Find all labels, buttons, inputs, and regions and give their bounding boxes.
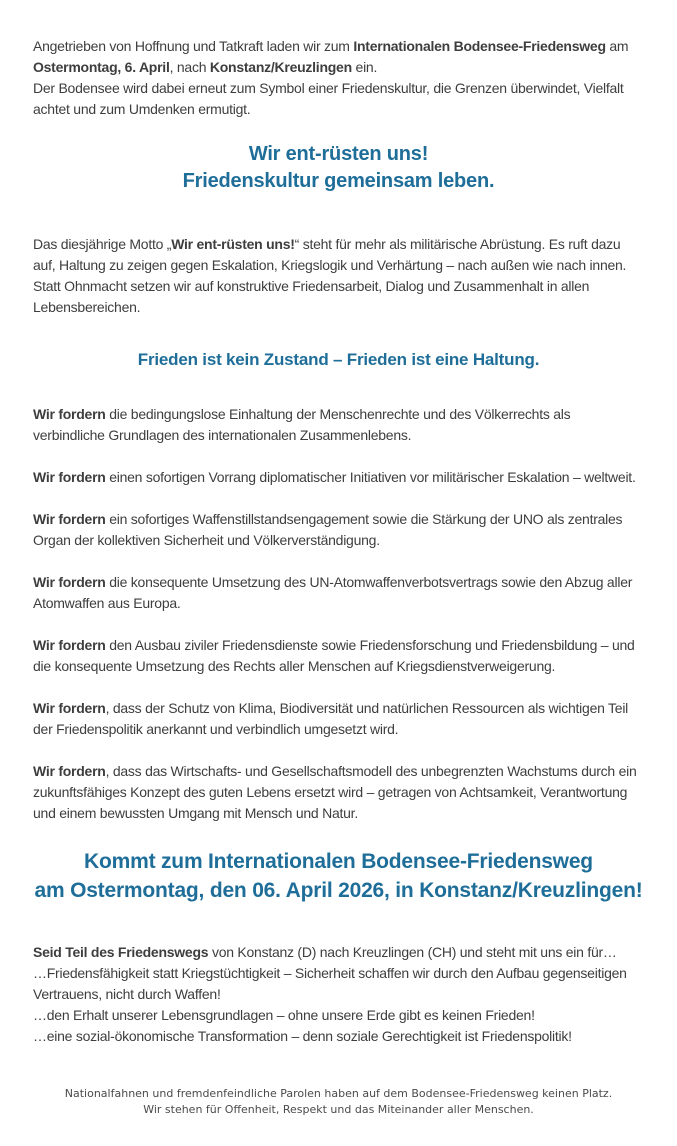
demand-paragraph — [33, 509, 644, 551]
invitation-point: …Friedensfähigkeit statt Kriegstüchtigkeit – Sicherheit schaffen wir durch den Aufbau gegenseitigen Vertrauens, nicht durch Waffen! — [33, 965, 627, 1002]
demand-text: einen sofortigen Vorrang diplomatischer Initiativen vor militärischer Eskalation – weltweit. — [105, 469, 636, 485]
event-name-emphasis: Internationalen Bodensee-Friedensweg — [353, 38, 606, 54]
event-location-emphasis: Konstanz/Kreuzlingen — [209, 59, 352, 75]
motto-quote-emphasis: Wir ent-rüsten uns! — [171, 236, 295, 252]
invitation-text-segment: von Konstanz (D) nach Kreuzlingen (CH) und steht mit uns ein für… — [208, 944, 617, 960]
invitation-point: …eine sozial-ökonomische Transformation – denn soziale Gerechtigkeit ist Friedenspolitik! — [33, 1028, 572, 1044]
demand-lead-emphasis: Wir fordern — [33, 511, 106, 527]
footer-line1: Nationalfahnen und fremdenfeindliche Parolen haben auf dem Bodensee-Friedensweg keinen Platz. — [64, 1087, 613, 1100]
demand-text: ein sofortiges Waffenstillstandsengagement sowie die Stärkung der UNO als zentrales Organ der kollektiven Sicherheit und Völkerverständigung. — [33, 511, 623, 548]
demand-text: , dass der Schutz von Klima, Biodiversität und natürlichen Ressourcen als wichtigen Teil der Friedenspolitik anerkannt und verbindlich umgesetzt wird. — [33, 700, 629, 737]
intro-text-segment: ein. — [351, 59, 378, 75]
demand-paragraph — [33, 572, 644, 614]
cta-heading — [33, 847, 644, 905]
motto-text-segment: Das diesjährige Motto „ — [33, 236, 172, 252]
statement-heading: Frieden ist kein Zustand – Frieden ist eine Haltung. — [137, 350, 540, 369]
demand-paragraph — [33, 761, 644, 824]
demand-paragraph — [33, 698, 644, 740]
invitation-lead-emphasis: Seid Teil des Friedenswegs — [33, 944, 209, 960]
cta-heading-line2: am Ostermontag, den 06. April 2026, in Konstanz/Kreuzlingen! — [34, 879, 643, 902]
motto-heading-line1: Wir ent-rüsten uns! — [248, 143, 429, 165]
demand-paragraph — [33, 635, 644, 677]
demand-lead-emphasis: Wir fordern — [33, 637, 106, 653]
motto-text-segment: “ steht für mehr als militärische Abrüstung. Es ruft dazu auf, Haltung zu zeigen gegen Eskalation, Kriegslogik und Verhärtung – nach außen wie nach innen. Statt Ohnmacht setzen wir auf konstruktive Friedensarbeit, Dialog und Zusammenhalt in allen Lebensbereichen. — [33, 236, 627, 315]
demand-lead-emphasis: Wir fordern — [33, 469, 106, 485]
demand-lead-emphasis: Wir fordern — [33, 574, 106, 590]
motto-heading-line2: Friedenskultur gemeinsam leben. — [182, 170, 495, 192]
motto-paragraph — [33, 234, 644, 318]
demand-lead-emphasis: Wir fordern — [33, 763, 106, 779]
intro-paragraph — [33, 36, 644, 120]
intro-text-segment: Der Bodensee wird dabei erneut zum Symbol einer Friedenskultur, die Grenzen überwindet, Vielfalt achtet und zum Umdenken ermutigt. — [33, 80, 624, 117]
cta-heading-line1: Kommt zum Internationalen Bodensee-Friedensweg — [84, 850, 593, 873]
event-date-emphasis: Ostermontag, 6. April — [33, 59, 170, 75]
footer-note — [33, 1086, 644, 1118]
invitation-point: …den Erhalt unserer Lebensgrundlagen – ohne unsere Erde gibt es keinen Frieden! — [33, 1007, 535, 1023]
demand-lead-emphasis: Wir fordern — [33, 406, 106, 422]
intro-text-segment: Angetrieben von Hoffnung und Tatkraft laden wir zum — [33, 38, 354, 54]
demand-text: , dass das Wirtschafts- und Gesellschaftsmodell des unbegrenzten Wachstums durch ein zukunftsfähiges Konzept des guten Lebens ersetzt wird – getragen von Achtsamkeit, Verantwortung und einem bewussten Umgang mit Mensch und Natur. — [33, 763, 637, 821]
demand-text: die konsequente Umsetzung des UN-Atomwaffenverbotsvertrags sowie den Abzug aller Atomwaffen aus Europa. — [33, 574, 633, 611]
footer-line2: Wir stehen für Offenheit, Respekt und das Miteinander aller Menschen. — [143, 1103, 534, 1116]
motto-heading — [33, 141, 644, 195]
demand-paragraph — [33, 467, 644, 488]
demand-paragraph — [33, 404, 644, 446]
intro-text-segment: am — [605, 38, 629, 54]
demand-lead-emphasis: Wir fordern — [33, 700, 106, 716]
demand-text: den Ausbau ziviler Friedensdienste sowie Friedensforschung und Friedensbildung – und die konsequente Umsetzung des Rechts aller Menschen auf Kriegsdienstverweigerung. — [33, 637, 635, 674]
demand-text: die bedingungslose Einhaltung der Menschenrechte und des Völkerrechts als verbindliche Grundlagen des internationalen Zusammenlebens. — [33, 406, 571, 443]
intro-text-segment: , nach — [169, 59, 210, 75]
